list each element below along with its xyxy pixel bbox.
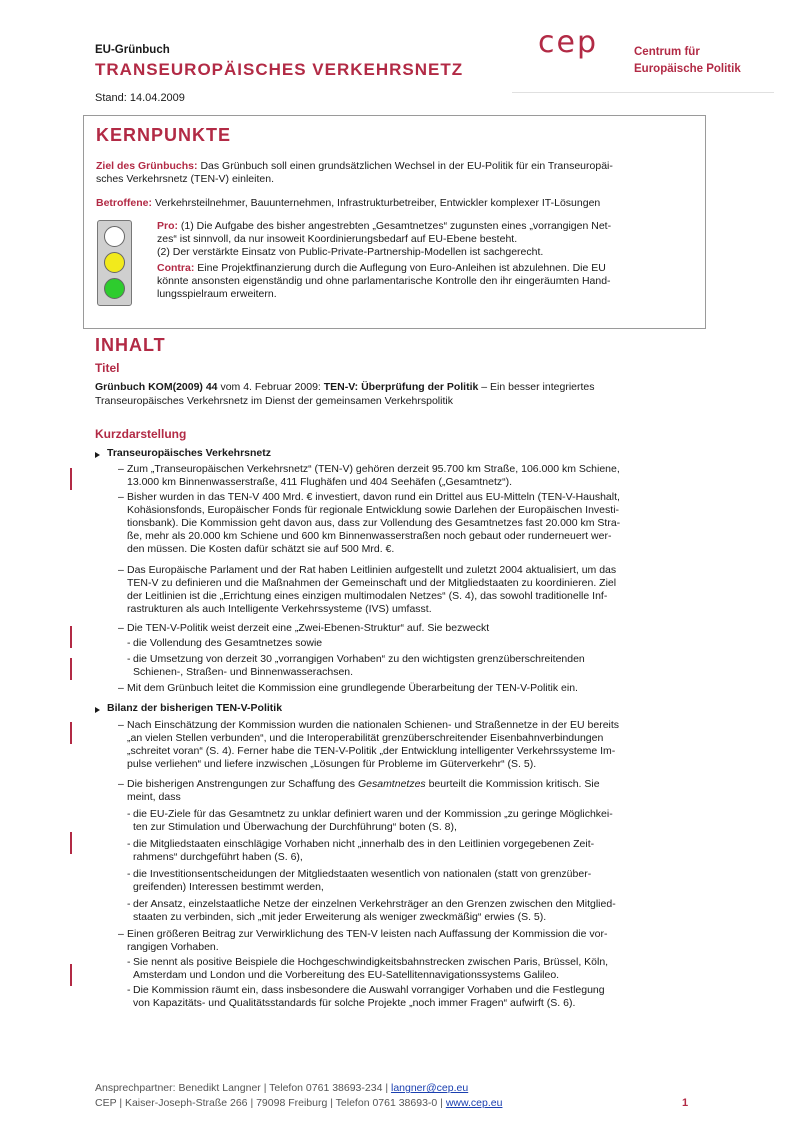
summary-subheading: Kurzdarstellung [95, 427, 187, 441]
contra-text-1: Eine Projektfinanzierung durch die Auflegung von Euro-Anleihen ist abzulehnen. Die EU [197, 262, 606, 274]
pro-label: Pro: [157, 220, 178, 232]
text-line: Kohäsionsfonds, Europäischer Fonds für regionale Entwicklung sowie Darlehen der Europäischen Investi- [127, 504, 620, 516]
sub-bullet: - [127, 808, 131, 820]
goal-line-1 [96, 160, 694, 173]
contra-line-1 [157, 262, 694, 275]
title-subtitle-start: – Ein besser integriertes [478, 381, 595, 393]
text-line: von Kapazitäts- und Qualitätsstandards für solche Projekte „noch immer Fragen“ aufwirft (S. 6). [133, 997, 576, 1009]
pro-line-3: (2) Der verstärkte Einsatz von Public-Private-Partnership-Modellen ist sachgerecht. [157, 246, 544, 258]
dash-bullet: – [118, 622, 124, 634]
text-line: 13.000 km Binnenwasserstraße, 411 Flughäfen und 404 Seehäfen („Gesamtnetz“). [127, 476, 513, 488]
affected-label: Betroffene: [96, 197, 153, 209]
page-number: 1 [682, 1097, 689, 1109]
footer-contact [95, 1082, 468, 1095]
light-yellow [104, 252, 125, 273]
text-line: den müssen. Die Kosten dafür schätzt sie auf 500 Mrd. €. [127, 543, 395, 555]
text-line: Mit dem Grünbuch leitet die Kommission eine grundlegende Überarbeitung der TEN-V-Politik ein. [127, 682, 578, 694]
text-line: TEN-V zu definieren und die Maßnahmen der Gemeinschaft und der Mitgliedstaaten zu koordinieren. Ziel [127, 577, 617, 589]
sub-bullet: - [127, 868, 131, 880]
text-line: ße, mehr als 20.000 km Schiene und 600 km Binnenwasserstraßen noch gebaut oder runderneuert wer- [127, 530, 612, 542]
text-line: rastrukturen als auch Intelligente Verkehrssysteme (IVS) umfasst. [127, 603, 432, 615]
website-link[interactable]: www.cep.eu [445, 1097, 503, 1109]
text-line: „an vielen Stellen verbunden“, und die Interoperabilität grenzüberschreitender Eisenbahnverbindungen [127, 732, 604, 744]
title-doc-name: TEN-V: Überprüfung der Politik [323, 381, 479, 393]
change-bar [70, 722, 72, 744]
contra-label: Contra: [157, 262, 195, 274]
key-points-title: KERNPUNKTE [96, 125, 232, 145]
text-line: Amsterdam und London und die Vorbereitung des EU-Satellitennavigationssystems Galileo. [133, 969, 560, 981]
key-points-box [83, 115, 706, 329]
text-line: der Leitlinien ist die „Errichtung eines einzigen multimodalen Netzes“ (S. 4), das sowohl traditionelle Inf- [127, 590, 608, 602]
contra-line-3: lungsspielraum erweitern. [157, 288, 277, 300]
goal-text-1: Das Grünbuch soll einen grundsätzlichen Wechsel in der EU-Politik für ein Transeuropäi- [200, 160, 613, 172]
text-line: die Vollendung des Gesamtnetzes sowie [133, 637, 323, 649]
light-white [104, 226, 125, 247]
sub-bullet: - [127, 637, 131, 649]
sub-bullet: - [127, 898, 131, 910]
text-line: die Mitgliedstaaten einschlägige Vorhaben nicht „innerhalb des in den Leitlinien vorgegebenen Zeit- [133, 838, 595, 850]
change-bar [70, 964, 72, 986]
goal-line-2: sches Verkehrsnetz (TEN-V) einleiten. [96, 173, 274, 185]
contra-line-2: könnte ansonsten eigenständig und ohne parlamentarische Kontrolle den ihr eingeräumten Hand- [157, 275, 611, 287]
title-subheading: Titel [95, 361, 120, 375]
text-fragment: beurteilt die Kommission kritisch. Sie [425, 778, 600, 790]
text-line: Das Europäische Parlament und der Rat haben Leitlinien aufgestellt und zuletzt 2004 aktualisiert, um das [127, 564, 617, 576]
title-doc-ref: Grünbuch KOM(2009) 44 [95, 381, 218, 393]
text-line: der Ansatz, einzelstaatliche Netze der einzelnen Verkehrsträger an den Grenzen zwischen den Mitglied- [133, 898, 616, 910]
pro-text-1: (1) Die Aufgabe des bisher angestrebten „Gesamtnetzes“ zugunsten eines „vorrangigen Net- [180, 220, 612, 232]
text-line: meint, dass [127, 791, 181, 803]
text-line: rangigen Vorhaben. [127, 941, 219, 953]
sub-bullet: - [127, 956, 131, 968]
change-bar [70, 832, 72, 854]
sub-bullet: - [127, 838, 131, 850]
text-fragment: Die bisherigen Anstrengungen zur Schaffung des [127, 778, 358, 790]
change-bar [70, 626, 72, 648]
text-line: rahmens“ durchgeführt haben (S. 6), [133, 851, 303, 863]
text-line: tionsbank). Die Kommission geht davon aus, dass zur Vollendung des Gesamtnetzes fast 20.000 km Stra- [127, 517, 621, 529]
logo-name-line2: Europäische Politik [634, 63, 741, 75]
logo-organization-name [634, 44, 741, 78]
text-line: staaten zu verbinden, sich „mit jeder Erweiterung als weniger zweckmäßig“ erwies (S. 5). [133, 911, 547, 923]
dash-bullet: – [118, 778, 124, 790]
change-bar [70, 658, 72, 680]
text-line: die Investitionsentscheidungen der Mitgliedstaaten wesentlich von nationalen (statt von grenzüber- [133, 868, 592, 880]
text-line: „schreitet voran“ (S. 4). Ferner habe die TEN-V-Politik „der Entwicklung intelligenter Verkehrssysteme Im- [127, 745, 616, 757]
logo-name-line1: Centrum für [634, 46, 700, 58]
traffic-light-icon [97, 220, 132, 306]
triangle-bullet-icon [95, 707, 100, 713]
light-green [104, 278, 125, 299]
title-line-2: Transeuropäisches Verkehrsnetz im Dienst der gemeinsamen Verkehrspolitik [95, 395, 453, 407]
section-heading-network: Transeuropäisches Verkehrsnetz [107, 447, 271, 459]
sub-bullet: - [127, 984, 131, 996]
text-line: Schienen-, Straßen- und Binnenwasserachsen. [133, 666, 354, 678]
document-type-label: EU-Grünbuch [95, 44, 170, 56]
text-line: Sie nennt als positive Beispiele die Hochgeschwindigkeitsbahnstrecken zwischen Paris, Brüssel, Köln, [133, 956, 609, 968]
document-date: Stand: 14.04.2009 [95, 92, 185, 104]
pro-line-1 [157, 220, 694, 233]
change-bar [70, 468, 72, 490]
cep-logo [512, 25, 774, 93]
content-heading: INHALT [95, 335, 166, 355]
text-line: Nach Einschätzung der Kommission wurden die nationalen Schienen- und Straßennetze in der EU bereits [127, 719, 620, 731]
text-fragment-italic: Gesamtnetzes [357, 778, 426, 790]
section-heading-balance: Bilanz der bisherigen TEN-V-Politik [107, 702, 283, 714]
title-date: vom 4. Februar 2009: [217, 381, 324, 393]
goal-label: Ziel des Grünbuchs: [96, 160, 198, 172]
text-line: die EU-Ziele für das Gesamtnetz zu unklar definiert waren und der Kommission „zu geringe Möglichkei- [133, 808, 613, 820]
dash-bullet: – [118, 928, 124, 940]
text-line: die Umsetzung von derzeit 30 „vorrangigen Vorhaben“ zu den wichtigsten grenzüberschreitenden [133, 653, 585, 665]
dash-bullet: – [118, 491, 124, 503]
email-link[interactable]: langner@cep.eu [390, 1082, 469, 1094]
dash-bullet: – [118, 719, 124, 731]
page-title: TRANSEUROPÄISCHES VERKEHRSNETZ [95, 60, 464, 79]
dash-bullet: – [118, 463, 124, 475]
affected-text: Verkehrsteilnehmer, Bauunternehmen, Infrastrukturbetreiber, Entwickler komplexer IT-Lösungen [154, 197, 601, 209]
affected-line [96, 197, 694, 210]
triangle-bullet-icon [95, 452, 100, 458]
text-line: ten zur Stimulation und Überwachung der Durchführung“ boten (S. 8), [133, 821, 457, 833]
logo-mark: cep [538, 25, 598, 60]
text-line [127, 778, 693, 791]
footer-address [95, 1097, 502, 1110]
footer-address-text: CEP | Kaiser-Joseph-Straße 266 | 79098 Freiburg | Telefon 0761 38693-0 | [95, 1097, 446, 1109]
dash-bullet: – [118, 682, 124, 694]
footer-contact-text: Ansprechpartner: Benedikt Langner | Telefon 0761 38693-234 | [95, 1082, 391, 1094]
text-line: Die Kommission räumt ein, dass insbesondere die Auswahl vorrangiger Vorhaben und die Festlegung [133, 984, 605, 996]
text-line: Bisher wurden in das TEN-V 400 Mrd. € investiert, davon rund ein Drittel aus EU-Mitteln (TEN-V-Haushalt, [127, 491, 620, 503]
text-line: Einen größeren Beitrag zur Verwirklichung des TEN-V leisten nach Auffassung der Kommission die vor- [127, 928, 608, 940]
text-line: Die TEN-V-Politik weist derzeit eine „Zwei-Ebenen-Struktur“ auf. Sie bezweckt [127, 622, 490, 634]
dash-bullet: – [118, 564, 124, 576]
text-line: greifenden) Interessen bestimmt werden, [133, 881, 324, 893]
title-line-1 [95, 381, 693, 394]
sub-bullet: - [127, 653, 131, 665]
text-line: Zum „Transeuropäischen Verkehrsnetz“ (TEN-V) gehören derzeit 95.700 km Straße, 106.000 km Schiene, [127, 463, 620, 475]
pro-line-2: zes“ ist sinnvoll, da nur insoweit Koordinierungsbedarf auf EU-Ebene besteht. [157, 233, 518, 245]
text-line: pulse verliehen“ und liefere inzwischen „Lösungen für Probleme im Güterverkehr“ (S. 5). [127, 758, 537, 770]
